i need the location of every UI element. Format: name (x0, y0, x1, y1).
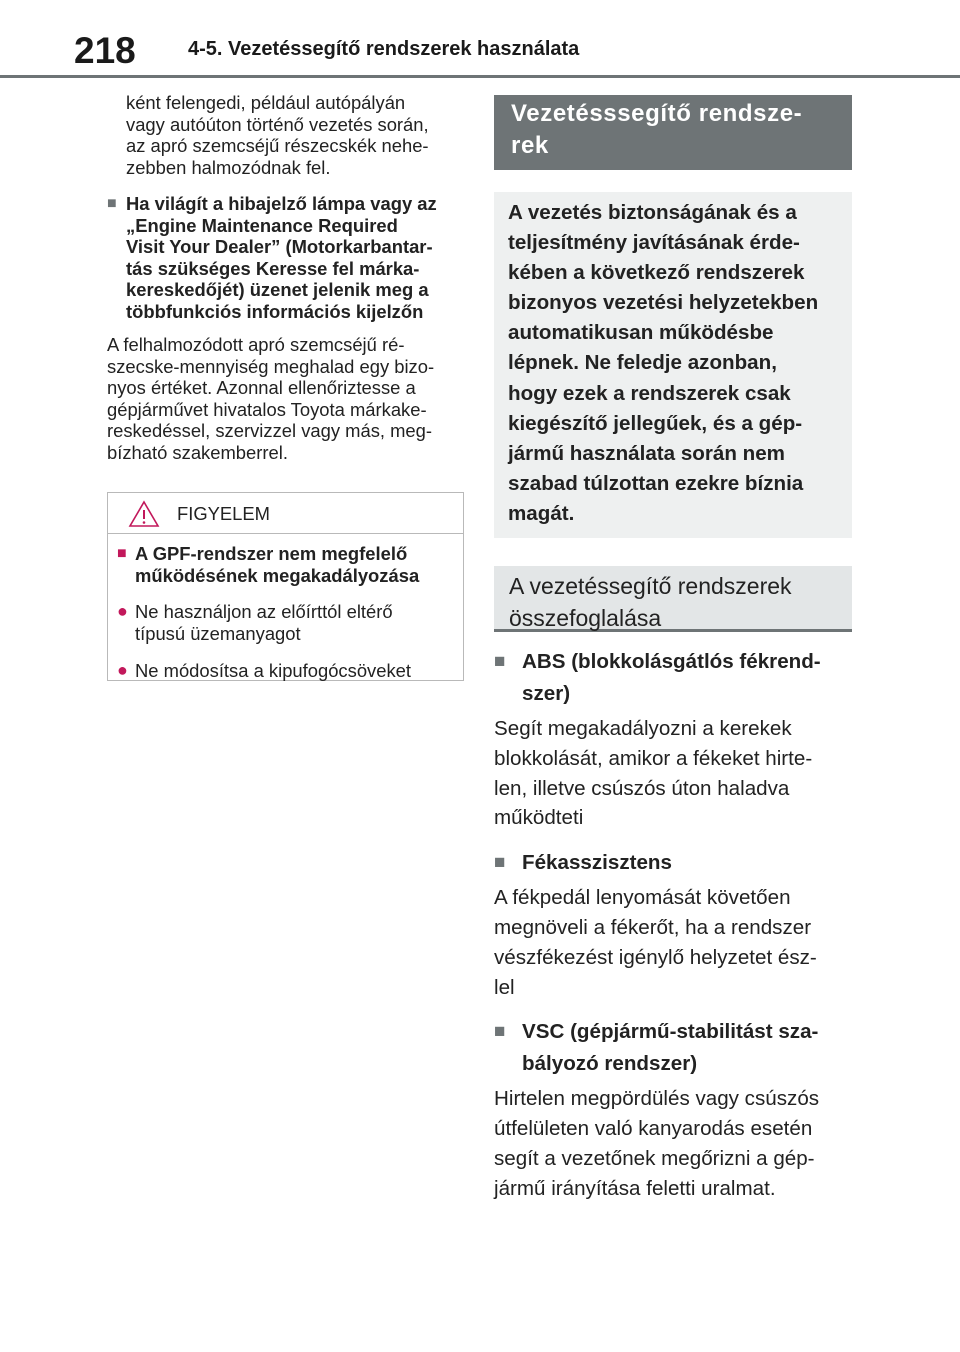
text-line: jármű irányítása feletti uralmat. (494, 1176, 776, 1200)
warning-bullet-text (135, 601, 393, 644)
text-line: Visit Your Dealer” (Motorkarbantar- (126, 236, 433, 257)
vsc-item (494, 1016, 852, 1203)
text-line: szecske-mennyiség meghalad egy bizo- (107, 355, 435, 377)
text-line: kében a következő rendszerek (508, 261, 805, 285)
text-line: A GPF-rendszer nem megfelelő (135, 543, 408, 564)
text-line: bízható szakemberrel. (107, 441, 288, 463)
text-line: nyos értéket. Azonnal ellenőriztesse a (107, 377, 416, 398)
continuation-paragraph (107, 92, 467, 178)
text-line: Segít megakadályozni a kerekek (494, 717, 792, 741)
text-line: összefoglalása (509, 605, 662, 632)
text-line: többfunkciós információs kijelzőn (126, 300, 424, 322)
text-line: blokkolását, amikor a fékeket hirte- (494, 746, 813, 770)
item-heading (494, 646, 852, 710)
text-line: A felhalmozódott apró szemcséjű ré- (107, 334, 405, 355)
text-line: Ha világít a hibajelző lámpa vagy az (126, 193, 437, 214)
text-line: lépnek. Ne feledje azonban, (508, 351, 777, 375)
text-line: Vezetésssegítő rendsze- (511, 100, 803, 127)
text-line: teljesítmény javításának érde- (508, 231, 800, 255)
text-line: magát. (508, 501, 575, 525)
square-bullet-icon: ■ (494, 1021, 506, 1043)
text-line: bályozó rendszer) (522, 1052, 698, 1076)
text-line: lel (494, 975, 515, 999)
square-bullet-icon: ■ (494, 651, 506, 673)
subheading-warning-lamp (107, 193, 467, 322)
text-line: ként felengedi, például autópályán (126, 92, 406, 113)
text-line: vagy autóúton történő vezetés során, (126, 113, 429, 135)
summary-heading (494, 566, 852, 632)
text-line: „Engine Maintenance Required (126, 214, 398, 236)
square-bullet-icon: ■ (107, 195, 117, 212)
left-column (107, 92, 467, 463)
page-number: 218 (74, 30, 136, 71)
text-line: reskedéssel, szervizzel vagy más, meg- (107, 420, 433, 441)
text-line: útfelületen való kanyarodás esetén (494, 1117, 813, 1141)
text-line: Hirtelen megpördülés vagy csúszós (494, 1087, 820, 1111)
brake-assist-item (494, 847, 852, 1002)
text-line: kiegészítő jellegűek, és a gép- (508, 411, 803, 435)
text-line: Fékasszisztens (522, 851, 672, 875)
warning-heading (117, 543, 463, 586)
text-line: szabad túlzottan ezekre bíznia (508, 471, 804, 495)
text-line: az apró szemcséjű részecskék nehe- (126, 135, 429, 156)
text-line: hogy ezek a rendszerek csak (508, 381, 791, 405)
text-line: tás szükséges Keresse fel márka- (126, 257, 420, 279)
warning-body (108, 534, 463, 682)
text-line: ABS (blokkolásgátlós fékrend- (522, 650, 821, 674)
text-line: rek (511, 132, 549, 159)
square-bullet-icon: ■ (117, 545, 127, 562)
abs-item (494, 646, 852, 833)
text-line: A fékpedál lenyomását követően (494, 886, 791, 910)
text-line: segít a vezetőnek megőrizni a gép- (494, 1147, 815, 1170)
text-line: működésének megakadályozása (135, 564, 420, 586)
warning-header (108, 493, 463, 534)
warning-title: FIGYELEM (177, 503, 270, 524)
text-line: jármű használata során nem (508, 441, 785, 465)
text-line: kereskedőjét) üzenet jelenik meg a (126, 279, 429, 300)
text-line: automatikusan működésbe (508, 321, 774, 345)
text-line: len, illetve csúszós úton haladva (494, 776, 790, 800)
text-line: szer) (522, 682, 571, 706)
text-line: Ne használjon az előírttól eltérő (135, 601, 393, 622)
warning-triangle-icon (128, 499, 160, 529)
text-line: megnöveli a fékerőt, ha a rendszer (494, 916, 812, 940)
warning-bullet-text: Ne módosítsa a kipufogócsöveket (135, 660, 412, 681)
square-bullet-icon: ■ (494, 852, 506, 874)
warning-bullet (117, 660, 463, 682)
right-column (494, 95, 852, 1204)
text-line: A vezetéssegítő rendszerek (509, 573, 792, 600)
text-line: VSC (gépjármű-stabilitást sza- (522, 1020, 819, 1044)
section-banner (494, 95, 852, 170)
item-body (494, 714, 852, 833)
item-body (494, 883, 852, 1002)
text-line: bizonyos vezetési helyzetekben (508, 291, 819, 315)
warning-box (107, 492, 464, 681)
item-heading-text (522, 1016, 818, 1080)
warning-bullet (117, 601, 463, 644)
text-line: vészfékezést igénylő helyzetet ész- (494, 945, 817, 969)
warning-heading-text (135, 543, 419, 586)
page-header (0, 0, 960, 82)
body-paragraph (107, 334, 467, 463)
item-heading (494, 847, 852, 879)
section-title: 4-5. Vezetéssegítő rendszerek használata (188, 38, 580, 60)
item-heading (494, 1016, 852, 1080)
text-line: A vezetés biztonságának és a (508, 201, 797, 224)
dot-bullet-icon: ● (117, 601, 128, 621)
text-line: működteti (494, 806, 584, 830)
text-line: gépjárművet hivatalos Toyota márkake- (107, 398, 427, 420)
intro-box (494, 192, 852, 538)
header-divider (0, 75, 960, 78)
item-body (494, 1084, 852, 1203)
text-line: típusú üzemanyagot (135, 622, 301, 644)
item-heading-text (522, 646, 821, 710)
subheading-text (126, 193, 437, 322)
text-line: zebben halmozódnak fel. (126, 156, 331, 178)
dot-bullet-icon: ● (117, 660, 128, 680)
item-heading-text (522, 847, 672, 879)
